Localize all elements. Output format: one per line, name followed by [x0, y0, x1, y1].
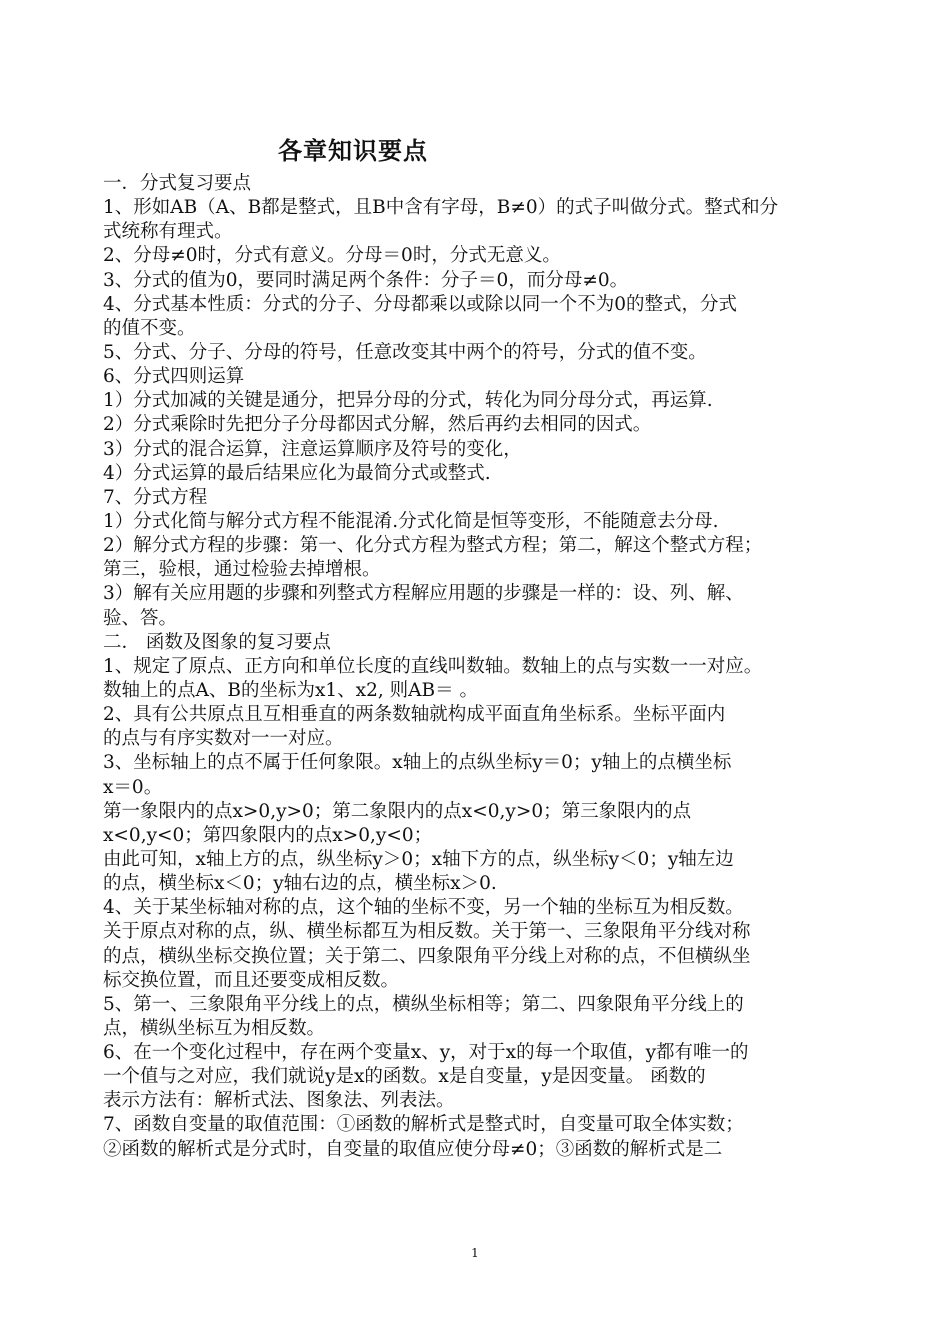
text-line: 二． 函数及图象的复习要点: [103, 631, 331, 653]
page-title: 各章知识要点: [278, 137, 428, 165]
text-line: 由此可知，x轴上方的点，纵坐标y＞0；x轴下方的点，纵坐标y＜0；y轴左边: [103, 848, 734, 870]
text-line: 第三，验根，通过检验去掉增根。: [103, 559, 381, 581]
text-line: 数轴上的点A、B的坐标为x1、x2, 则AB＝ 。: [103, 679, 478, 701]
text-line: 表示方法有：解析式法、图象法、列表法。: [103, 1090, 455, 1112]
text-line: 2）解分式方程的步骤：第一、化分式方程为整式方程；第二，解这个整式方程；: [103, 535, 763, 557]
text-line: 7、分式方程: [103, 486, 208, 508]
text-line: 4、关于某坐标轴对称的点，这个轴的坐标不变，另一个轴的坐标互为相反数。: [103, 897, 744, 919]
text-line: 1）分式加减的关键是通分，把异分母的分式，转化为同分母分式，再运算.: [103, 390, 713, 412]
text-line: x＝0。: [103, 776, 163, 798]
text-line: 关于原点对称的点，纵、横坐标都互为相反数。关于第一、三象限角平分线对称: [103, 921, 751, 943]
text-line: 一．分式复习要点: [103, 173, 252, 194]
text-line: 式统称有理式。: [103, 221, 233, 243]
text-line: 一个值与之对应，我们就说y是x的函数。x是自变量，y是因变量。 函数的: [103, 1066, 706, 1088]
text-line: 4、分式基本性质：分式的分子、分母都乘以或除以同一个不为0的整式，分式: [103, 293, 738, 315]
text-line: 5、分式、分子、分母的符号，任意改变其中两个的符号，分式的值不变。: [103, 341, 707, 363]
text-line: ②函数的解析式是分式时，自变量的取值应使分母≠0；③函数的解析式是二: [103, 1138, 723, 1160]
text-line: 1、规定了原点、正方向和单位长度的直线叫数轴。数轴上的点与实数一一对应。: [103, 655, 763, 677]
text-line: 2）分式乘除时先把分子分母都因式分解，然后再约去相同的因式。: [103, 414, 652, 436]
text-line: 7、函数自变量的取值范围：①函数的解析式是整式时，自变量可取全体实数；: [103, 1114, 744, 1136]
text-line: 的点，横纵坐标交换位置；关于第二、四象限角平分线上对称的点，不但横纵坐: [103, 945, 751, 967]
text-line: 6、分式四则运算: [103, 366, 245, 388]
text-line: 的点与有序实数对一一对应。: [103, 728, 344, 750]
text-line: 3）解有关应用题的步骤和列整式方程解应用题的步骤是一样的：设、列、解、: [103, 583, 744, 605]
text-line: 点，横纵坐标互为相反数。: [103, 1017, 326, 1039]
text-line: x<0,y<0；第四象限内的点x>0,y<0；: [103, 824, 433, 846]
page-number: 1: [471, 1246, 479, 1260]
text-line: 4）分式运算的最后结果应化为最简分式或整式.: [103, 462, 491, 484]
text-line: 的值不变。: [103, 317, 196, 339]
text-line: 3、分式的值为0，要同时满足两个条件：分子＝0，而分母≠0。: [103, 269, 629, 291]
text-line: 1、形如AB（A、B都是整式，且B中含有字母，B≠0）的式子叫做分式。整式和分: [103, 197, 779, 219]
text-line: 2、分母≠0时，分式有意义。分母＝0时，分式无意义。: [103, 245, 561, 267]
text-line: 3、坐标轴上的点不属于任何象限。x轴上的点纵坐标y＝0；y轴上的点横坐标: [103, 752, 732, 774]
text-line: 5、第一、三象限角平分线上的点，横纵坐标相等；第二、四象限角平分线上的: [103, 993, 744, 1015]
text-line: 2、具有公共原点且互相垂直的两条数轴就构成平面直角坐标系。坐标平面内: [103, 704, 726, 726]
text-line: 6、在一个变化过程中，存在两个变量x、y，对于x的每一个取值，y都有唯一的: [103, 1042, 749, 1064]
text-line: 3）分式的混合运算，注意运算顺序及符号的变化，: [103, 438, 522, 460]
text-line: 验、答。: [103, 607, 178, 629]
text-line: 1）分式化简与解分式方程不能混淆.分式化简是恒等变形，不能随意去分母.: [103, 510, 719, 532]
text-line: 的点，横坐标x＜0；y轴右边的点，横坐标x＞0.: [103, 873, 497, 895]
document-body: [103, 172, 863, 1162]
text-line: 标交换位置，而且还要变成相反数。: [103, 969, 400, 991]
text-line: 第一象限内的点x>0,y>0；第二象限内的点x<0,y>0；第三象限内的点: [103, 800, 692, 822]
